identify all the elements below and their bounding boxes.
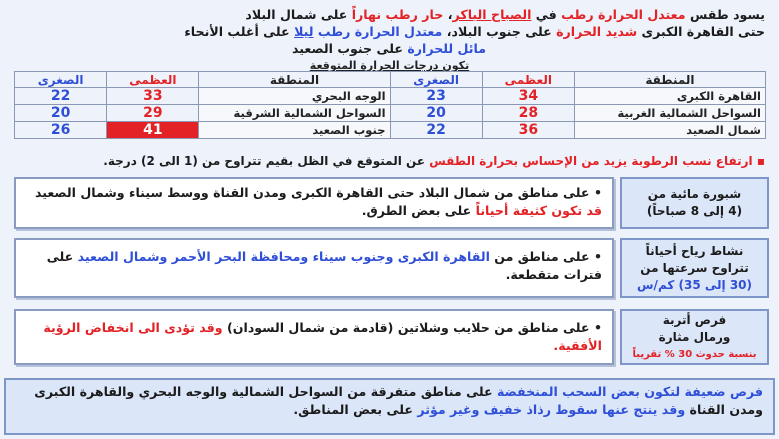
max-cell: 28 [482, 105, 574, 122]
intro-highlight: معتدل الحرارة رطب [561, 7, 686, 22]
max-cell-hot: 41 [107, 122, 199, 139]
forecast-intro [13, 6, 765, 57]
wind-label-line: تتراوح سرعتها من [640, 260, 749, 275]
intro-highlight: معتدل الحرارة رطب [317, 24, 443, 39]
intro-line-2 [13, 23, 765, 40]
dust-section [10, 309, 769, 365]
min-cell: 26 [15, 122, 107, 139]
min-cell: 20 [15, 105, 107, 122]
humidity-highlight: ارتفاع نسب الرطوبة يزيد من الإحساس بحرارة الطقس [429, 154, 753, 168]
intro-line-1 [13, 6, 765, 23]
square-bullet-icon: ▪ [756, 154, 765, 168]
intro-line-3 [13, 40, 765, 57]
intro-text: على شمال البلاد [245, 7, 348, 22]
wind-label-line: نشاط رياح أحياناً [645, 243, 744, 258]
intro-text: على جنوب الصعيد [291, 41, 403, 56]
region-cell: الوجه البحري [199, 88, 390, 105]
intro-text: في [535, 7, 557, 22]
bullet-icon: • [593, 185, 602, 200]
intro-highlight: شديد الحرارة [556, 24, 638, 39]
fog-label-line: شبورة مائية من [647, 187, 742, 201]
region-cell: جنوب الصعيد [199, 122, 390, 139]
dust-content [14, 309, 614, 365]
dust-label-line: فرص أتربة [662, 312, 727, 327]
region-cell: السواحل الشمالية الغربية [574, 105, 765, 122]
intro-text: ، [447, 7, 453, 22]
intro-text: على جنوب البلاد، [446, 24, 552, 39]
wind-highlight: القاهرة الكبرى وجنوب سيناء ومحافظة البحر الأحمر وشمال الصعيد [77, 249, 490, 264]
region-cell: القاهرة الكبرى [574, 88, 765, 105]
min-cell: 23 [390, 88, 482, 105]
header-max: العظمى [482, 72, 574, 88]
temperature-table [14, 71, 766, 139]
region-cell: شمال الصعيد [574, 122, 765, 139]
dust-label [620, 309, 769, 365]
wind-label-line: (30 إلى 35) كم/س [637, 277, 753, 292]
fog-highlight: قد تكون كثيفة أحياناً [475, 203, 602, 218]
max-cell: 34 [482, 88, 574, 105]
header-region: المنطقة [199, 72, 390, 88]
min-cell: 22 [390, 122, 482, 139]
min-cell: 20 [390, 105, 482, 122]
rain-text: على مناطق متفرقة من السواحل الشمالية والوجه البحري والقاهرة الكبرى ومدن القناة [34, 384, 763, 417]
wind-text: على فترات متقطعة. [46, 249, 602, 282]
wind-content [14, 238, 614, 298]
intro-highlight: الصباح الباكر [452, 7, 532, 22]
intro-highlight: ليلا [294, 24, 314, 39]
bullet-icon: • [593, 249, 602, 264]
table-row [15, 105, 766, 122]
rain-highlight: وقد ينتج عنها سقوط رذاذ خفيف وغير مؤثر [417, 402, 686, 417]
rain-text: على بعض المناطق. [293, 402, 413, 417]
region-cell: السواحل الشمالية الشرقية [199, 105, 390, 122]
min-cell: 22 [15, 88, 107, 105]
fog-section [10, 177, 769, 229]
fog-label-line: (4 إلى 8 صباحاً) [646, 204, 743, 218]
table-header-row [15, 72, 766, 88]
intro-highlight: حار رطب نهاراً [351, 7, 444, 22]
bullet-icon: • [593, 320, 602, 335]
fog-content [14, 177, 614, 229]
dust-highlight: وقد تؤدى الى انخفاض الرؤية الأفقية. [43, 320, 602, 353]
header-min: الصغرى [390, 72, 482, 88]
rain-section [4, 378, 775, 435]
intro-highlight: مائل للحرارة [407, 41, 487, 56]
wind-label [620, 238, 769, 298]
max-cell: 33 [107, 88, 199, 105]
intro-text: يسود طقس [689, 7, 765, 22]
wind-text: على مناطق من [494, 249, 590, 264]
dust-text: على مناطق من حلايب وشلاتين (قادمة من شمال السودان) [227, 320, 590, 335]
table-row [15, 122, 766, 139]
header-region: المنطقة [574, 72, 765, 88]
rain-highlight: فرص ضعيفة لتكون بعض السحب المنخفضة [496, 384, 763, 399]
humidity-note [13, 154, 765, 168]
max-cell: 29 [107, 105, 199, 122]
dust-label-line: ورمال مثارة [658, 329, 731, 344]
fog-text: على مناطق من شمال البلاد حتى القاهرة الكبرى ومدن القناة ووسط سيناء وشمال الصعيد [34, 185, 590, 200]
header-max: العظمى [107, 72, 199, 88]
fog-label [620, 177, 769, 229]
humidity-text: عن المتوقع في الظل بقيم تتراوح من (1 الى 2) درجة. [103, 154, 426, 168]
header-min: الصغرى [15, 72, 107, 88]
table-row [15, 88, 766, 105]
intro-text: على أغلب الأنحاء [184, 24, 290, 39]
fog-text: على بعض الطرق. [361, 203, 472, 218]
table-subtitle: تكون درجات الحرارة المتوقعة [309, 59, 470, 72]
dust-label-line: بنسبة حدوث 30 % تقريباً [632, 348, 757, 360]
intro-text: حتى القاهرة الكبرى [641, 24, 765, 39]
wind-section [10, 238, 769, 298]
max-cell: 36 [482, 122, 574, 139]
